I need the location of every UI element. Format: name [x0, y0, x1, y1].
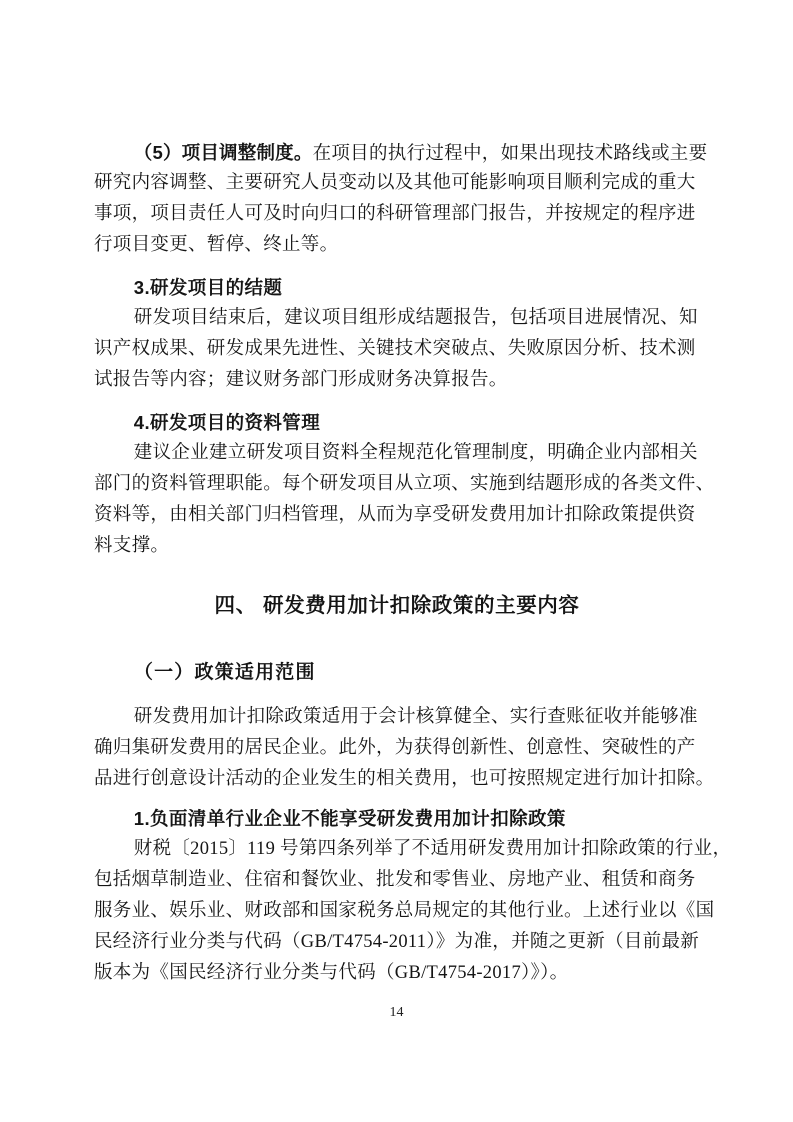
text-line: 识产权成果、研发成果先进性、关键技术突破点、失败原因分析、技术测	[94, 339, 696, 359]
document-body	[94, 137, 732, 989]
text-line: 料支撑。	[94, 536, 170, 556]
paragraph-policy-scope	[94, 702, 715, 795]
paragraph-lead-bold: （5）项目调整制度。	[133, 142, 313, 163]
text-line: 部门的资料管理职能。每个研发项目从立项、实施到结题形成的各类文件、	[94, 474, 715, 494]
text-line: 民经济行业分类与代码（GB/T4754-2011）》为准，并随之更新（目前最新	[94, 932, 700, 952]
text-line: 包括烟草制造业、住宿和餐饮业、批发和零售业、房地产业、租赁和商务	[94, 870, 696, 890]
paragraph-project-conclusion	[94, 303, 700, 396]
text-line: 服务业、娱乐业、财政部和国家税务总局规定的其他行业。上述行业以《国	[94, 901, 715, 921]
paragraph-text: 在项目的执行过程中，如果出现技术路线或主要	[312, 144, 708, 164]
text-line: 行项目变更、暂停、终止等。	[94, 235, 339, 255]
subsection-heading-policy-scope: （一）政策适用范围	[133, 662, 316, 683]
text-line: 研究内容调整、主要研究人员变动以及其他可能影响项目顺利完成的重大	[94, 173, 696, 193]
text-line: 试报告等内容；建议财务部门形成财务决算报告。	[94, 370, 508, 390]
chapter-title: 四、 研发费用加计扣除政策的主要内容	[214, 594, 580, 617]
text-line: 资料等，由相关部门归档管理，从而为享受研发费用加计扣除政策提供资	[94, 505, 696, 525]
page-number: 14	[389, 1005, 404, 1020]
text-line	[94, 137, 708, 168]
text-line: 建议企业建立研发项目资料全程规范化管理制度，明确企业内部相关	[133, 443, 698, 463]
text-line: 版本为《国民经济行业分类与代码（GB/T4754-2017）》）。	[94, 963, 569, 983]
paragraph-negative-list	[94, 834, 732, 989]
paragraph-project-adjustment	[94, 137, 708, 261]
paragraph-project-archives	[94, 438, 715, 562]
text-line: 事项，项目责任人可及时向归口的科研管理部门报告，并按规定的程序进	[94, 204, 696, 224]
heading-project-archives: 4.研发项目的资料管理	[133, 412, 321, 433]
heading-project-conclusion: 3.研发项目的结题	[133, 277, 283, 298]
text-line: 财税〔2015〕119 号第四条列举了不适用研发费用加计扣除政策的行业，	[133, 839, 732, 859]
text-line: 研发项目结束后，建议项目组形成结题报告，包括项目进展情况、知	[133, 308, 698, 328]
text-line: 品进行创意设计活动的企业发生的相关费用，也可按照规定进行加计扣除。	[94, 769, 715, 789]
text-line: 确归集研发费用的居民企业。此外，为获得创新性、创意性、突破性的产	[94, 738, 696, 758]
text-line: 研发费用加计扣除政策适用于会计核算健全、实行查账征收并能够准	[133, 707, 698, 727]
heading-negative-list: 1.负面清单行业企业不能享受研发费用加计扣除政策	[133, 808, 566, 829]
